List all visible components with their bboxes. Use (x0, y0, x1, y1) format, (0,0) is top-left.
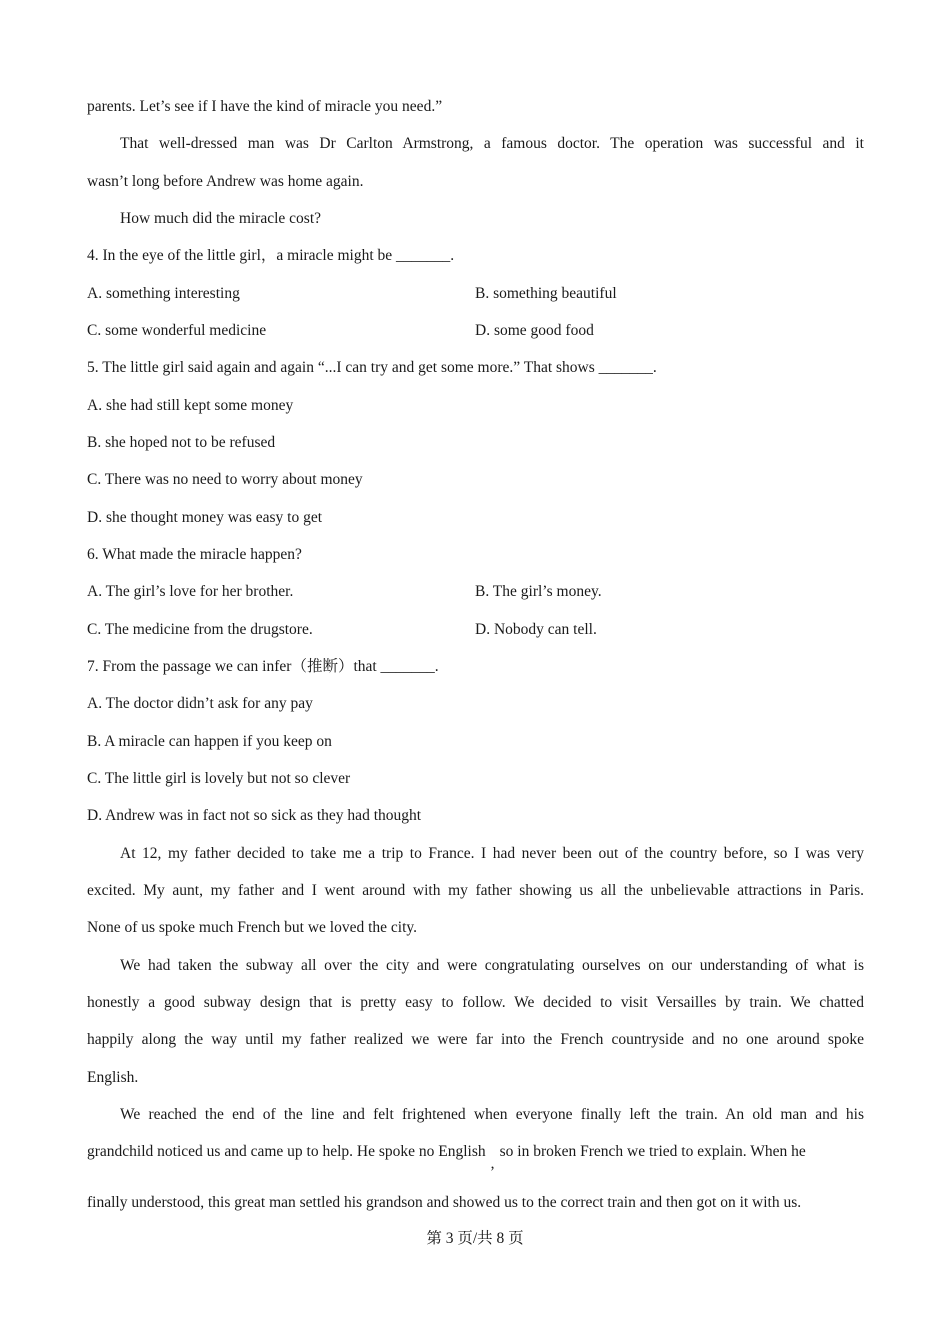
passage-line: We had taken the subway all over the city and were congratulating ourselves on our understanding of what is (120, 957, 864, 974)
option-d: D. she thought money was easy to get (87, 509, 323, 526)
option-d: D. Nobody can tell. (475, 621, 597, 638)
passage-line: None of us spoke much French but we loved the city. (87, 919, 418, 936)
page-number-footer: 第 3 页/共 8 页 (426, 1230, 524, 1247)
question-stem: 5. The little girl said again and again “...I can try and get some more.” That shows _______. (87, 359, 657, 376)
passage-line: We reached the end of the line and felt frightened when everyone finally left the train. An old man and his (120, 1106, 864, 1123)
option-c: C. The medicine from the drugstore. (87, 621, 313, 638)
passage-line: excited. My aunt, my father and I went around with my father showing us all the unbelievable attractions in Paris. (87, 882, 864, 899)
option-b: B. something beautiful (475, 285, 617, 302)
question-stem: 4. In the eye of the little girl，a miracle might be _______. (87, 247, 455, 264)
question-stem: 6. What made the miracle happen? (87, 546, 302, 563)
option-b: B. she hoped not to be refused (87, 434, 276, 451)
passage-line: honestly a good subway design that is pretty easy to follow. We decided to visit Versailles by train. We chatted (87, 994, 864, 1011)
option-c: C. There was no need to worry about money (87, 471, 363, 488)
option-a: A. something interesting (87, 285, 240, 302)
passage-line: parents. Let’s see if I have the kind of miracle you need.” (87, 98, 443, 115)
option-d: D. some good food (475, 322, 594, 339)
option-c: C. some wonderful medicine (87, 322, 267, 339)
passage-line: English. (87, 1069, 139, 1086)
passage-line: At 12, my father decided to take me a trip to France. I had never been out of the country before, so I was very (120, 845, 864, 862)
option-d: D. Andrew was in fact not so sick as they had thought (87, 807, 422, 824)
passage-line: finally understood, this great man settled his grandson and showed us to the correct train and then got on it with us. (87, 1194, 802, 1211)
passage-text: so in broken French we tried to explain. When he (499, 1143, 806, 1160)
option-a: A. The doctor didn’t ask for any pay (87, 695, 313, 712)
option-a: A. The girl’s love for her brother. (87, 583, 294, 600)
raised-comma: , (490, 1155, 495, 1172)
question-stem: 7. From the passage we can infer（推断）that _______. (87, 658, 439, 675)
passage-line: wasn’t long before Andrew was home again. (87, 173, 364, 190)
passage-line: That well-dressed man was Dr Carlton Armstrong, a famous doctor. The operation was successful and it (120, 135, 864, 152)
passage-text: grandchild noticed us and came up to help. He spoke no English (87, 1143, 486, 1160)
passage-line: How much did the miracle cost? (120, 210, 322, 227)
option-c: C. The little girl is lovely but not so clever (87, 770, 351, 787)
option-b: B. The girl’s money. (475, 583, 602, 600)
passage-line: happily along the way until my father realized we were far into the French countryside and no one around spoke (87, 1031, 864, 1048)
passage-line-with-comma (87, 1142, 864, 1172)
option-b: B. A miracle can happen if you keep on (87, 733, 332, 750)
option-a: A. she had still kept some money (87, 397, 294, 414)
